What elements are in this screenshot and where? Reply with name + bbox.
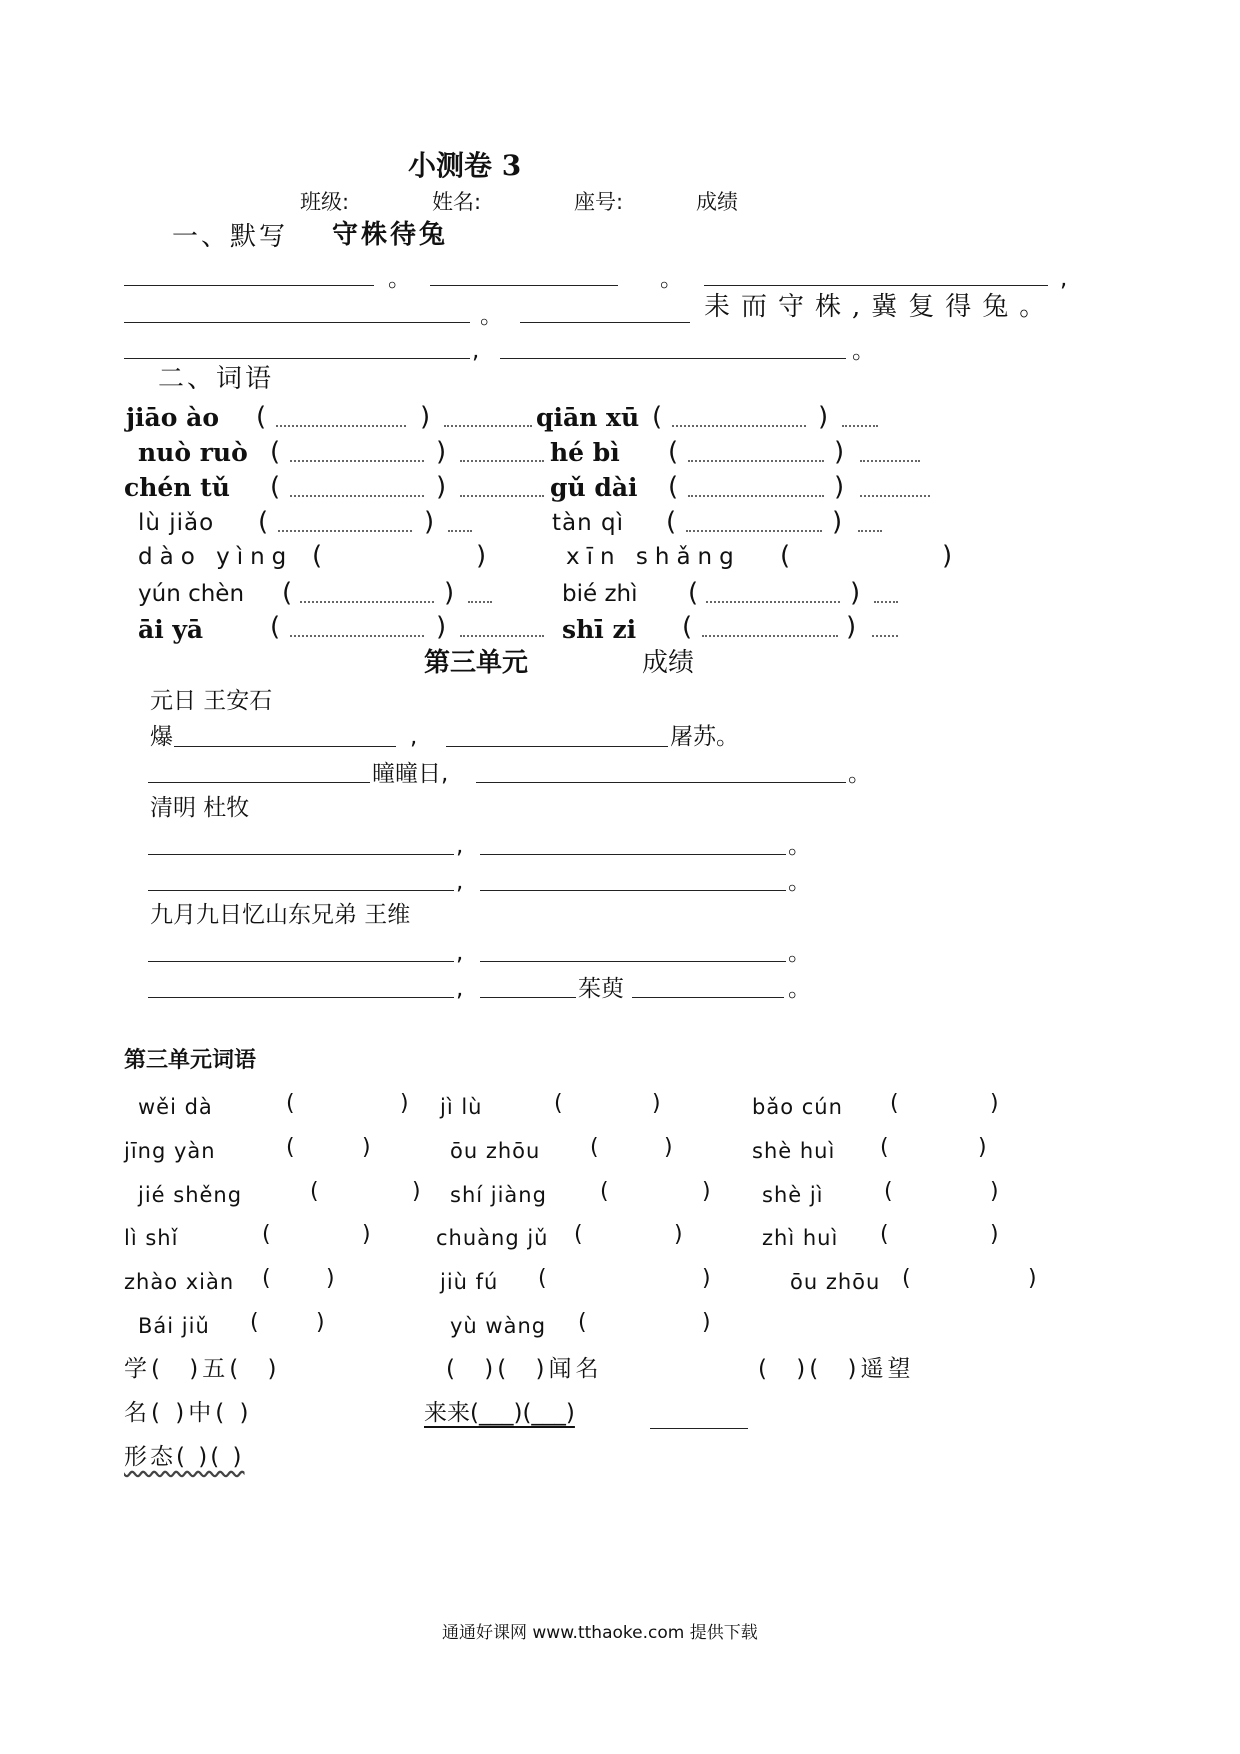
blank-line[interactable] <box>430 285 618 286</box>
pinyin: chuàng jǔ <box>436 1226 549 1250</box>
close-paren: ) <box>476 541 487 571</box>
blank-line[interactable] <box>650 1428 748 1429</box>
close-paren: ) <box>436 612 447 642</box>
pinyin: shí jiàng <box>450 1183 547 1207</box>
close-paren: ) <box>424 507 435 537</box>
open-paren: ( <box>250 1310 259 1335</box>
blank-line[interactable] <box>148 961 454 962</box>
pinyin: tàn qì <box>552 510 624 536</box>
close-paren: ) <box>436 437 447 467</box>
close-paren: ) <box>846 612 857 642</box>
pinyin: lì shǐ <box>124 1226 179 1250</box>
close-paren: ) <box>942 541 953 571</box>
dots <box>842 425 878 427</box>
idiom-fill[interactable]: 名( )中( ) <box>124 1400 253 1426</box>
pinyin: jiù fú <box>440 1270 499 1294</box>
section1-label: 一、默写 <box>172 222 289 252</box>
close-paren: ) <box>990 1179 999 1204</box>
period: 。 <box>848 761 871 787</box>
dots <box>448 530 472 532</box>
period: 。 <box>788 869 811 895</box>
close-paren: ) <box>818 402 829 432</box>
blank-line[interactable] <box>520 322 690 323</box>
open-paren: ( <box>652 402 663 432</box>
blank-line[interactable] <box>476 782 846 783</box>
dots <box>468 601 492 603</box>
dots <box>460 635 544 637</box>
pinyin: shè huì <box>752 1139 836 1163</box>
period: 。 <box>788 976 811 1002</box>
blank-line[interactable] <box>632 997 784 998</box>
close-paren: ) <box>400 1091 409 1116</box>
open-paren: ( <box>538 1266 547 1291</box>
open-paren: ( <box>884 1179 893 1204</box>
pinyin: ōu zhōu <box>790 1270 881 1294</box>
comma: , <box>410 724 418 750</box>
pinyin: ōu zhōu <box>450 1139 541 1163</box>
idiom-fill[interactable]: 来来(___)(___) <box>424 1400 575 1426</box>
close-paren: ) <box>1028 1266 1037 1291</box>
close-paren: ) <box>412 1179 421 1204</box>
close-paren: ) <box>832 507 843 537</box>
unit3-score: 成绩 <box>642 648 695 678</box>
dots <box>860 460 920 462</box>
pinyin: xīn shǎng <box>566 544 741 570</box>
blank-line[interactable] <box>148 997 454 998</box>
period: 。 <box>788 940 811 966</box>
comma: , <box>456 940 464 966</box>
answer-blank[interactable] <box>290 460 424 462</box>
open-paren: ( <box>682 612 693 642</box>
dots <box>460 460 544 462</box>
poem3-title: 九月九日忆山东兄弟 王维 <box>150 902 411 928</box>
pinyin: bié zhì <box>562 581 638 607</box>
answer-blank[interactable] <box>278 530 412 532</box>
blank-line[interactable] <box>480 854 786 855</box>
open-paren: ( <box>256 402 267 432</box>
open-paren: ( <box>262 1222 271 1247</box>
poem1-start: 爆 <box>150 724 173 750</box>
poem-line: 耒而守株,冀复得兔。 <box>704 292 1057 322</box>
blank-line[interactable] <box>148 890 454 891</box>
pinyin: lù jiǎo <box>138 510 215 536</box>
open-paren: ( <box>270 612 281 642</box>
open-paren: ( <box>270 472 281 502</box>
close-paren: ) <box>674 1222 683 1247</box>
dots <box>858 530 882 532</box>
page-title: 小测卷 3 <box>408 149 522 182</box>
pinyin: jiāo ào <box>126 403 219 432</box>
idiom-fill[interactable]: ( )( )闻名 <box>446 1356 603 1382</box>
footer-text: 通通好课网 www.tthaoke.com 提供下载 <box>442 1623 758 1643</box>
idiom-fill[interactable]: ( )( )遥望 <box>758 1356 915 1382</box>
answer-blank[interactable] <box>672 425 806 427</box>
punct: , <box>1060 266 1068 292</box>
open-paren: ( <box>310 1179 319 1204</box>
close-paren: ) <box>652 1091 661 1116</box>
name-label: 姓名: <box>432 190 482 214</box>
dots <box>444 425 532 427</box>
open-paren: ( <box>668 437 679 467</box>
open-paren: ( <box>270 437 281 467</box>
open-paren: ( <box>312 541 323 571</box>
dots <box>860 495 930 497</box>
dots <box>460 495 544 497</box>
pinyin: dào yìng <box>138 544 294 570</box>
pinyin: shè jì <box>762 1183 824 1207</box>
answer-blank[interactable] <box>290 635 424 637</box>
pinyin: hé bì <box>550 438 620 467</box>
open-paren: ( <box>578 1310 587 1335</box>
answer-blank[interactable] <box>688 495 824 497</box>
unit3-title: 第三单元 <box>424 648 529 678</box>
poem1-end: 屠苏。 <box>670 724 739 750</box>
pinyin: yù wàng <box>450 1314 547 1338</box>
pinyin: chén tǔ <box>124 473 230 502</box>
close-paren: ) <box>316 1310 325 1335</box>
section1-poem-title: 守株待兔 <box>332 220 449 250</box>
section2-label: 二、词语 <box>158 364 275 394</box>
answer-blank[interactable] <box>686 530 822 532</box>
blank-line[interactable] <box>124 358 470 359</box>
pinyin: bǎo cún <box>752 1095 843 1119</box>
dots <box>872 635 898 637</box>
open-paren: ( <box>258 507 269 537</box>
close-paren: ) <box>444 578 455 608</box>
blank-line[interactable] <box>480 890 786 891</box>
open-paren: ( <box>890 1091 899 1116</box>
blank-line[interactable] <box>124 322 470 323</box>
close-paren: ) <box>990 1222 999 1247</box>
blank-line[interactable] <box>480 961 786 962</box>
score-label: 成绩 <box>696 190 738 214</box>
pinyin: āi yā <box>138 615 204 644</box>
open-paren: ( <box>902 1266 911 1291</box>
open-paren: ( <box>286 1135 295 1160</box>
open-paren: ( <box>574 1222 583 1247</box>
open-paren: ( <box>286 1091 295 1116</box>
pinyin: nuò ruò <box>138 438 248 467</box>
open-paren: ( <box>780 541 791 571</box>
poem1-mid: 曈曈日, <box>372 761 449 787</box>
close-paren: ) <box>978 1135 987 1160</box>
class-label: 班级: <box>300 190 350 214</box>
seat-label: 座号: <box>574 190 624 214</box>
close-paren: ) <box>702 1310 711 1335</box>
close-paren: ) <box>990 1091 999 1116</box>
answer-blank[interactable] <box>706 601 840 603</box>
pinyin: Bái jiǔ <box>138 1314 210 1338</box>
open-paren: ( <box>590 1135 599 1160</box>
close-paren: ) <box>664 1135 673 1160</box>
pinyin: yún chèn <box>138 581 245 607</box>
open-paren: ( <box>880 1135 889 1160</box>
punct: , <box>472 338 480 364</box>
blank-line[interactable] <box>148 782 370 783</box>
open-paren: ( <box>554 1091 563 1116</box>
open-paren: ( <box>282 578 293 608</box>
close-paren: ) <box>362 1222 371 1247</box>
punct: 。 <box>852 338 875 364</box>
blank-line[interactable] <box>500 358 846 359</box>
pinyin: jīng yàn <box>124 1139 216 1163</box>
pinyin: zhì huì <box>762 1226 839 1250</box>
blank-line[interactable] <box>124 285 374 286</box>
close-paren: ) <box>834 472 845 502</box>
pinyin: jì lù <box>440 1095 483 1119</box>
pinyin: gǔ dài <box>550 473 638 502</box>
unit3-words-title: 第三单元词语 <box>124 1048 257 1073</box>
punct: 。 <box>480 303 503 329</box>
close-paren: ) <box>850 578 861 608</box>
poem1-title: 元日 王安石 <box>150 688 273 714</box>
pinyin: zhào xiàn <box>124 1270 235 1294</box>
idiom-fill[interactable]: 形态( )( ) <box>124 1444 245 1470</box>
pinyin: wěi dà <box>138 1095 213 1119</box>
comma: , <box>456 976 464 1002</box>
answer-blank[interactable] <box>688 460 824 462</box>
blank-line[interactable] <box>480 997 576 998</box>
comma: , <box>456 869 464 895</box>
close-paren: ) <box>702 1179 711 1204</box>
period: 。 <box>788 833 811 859</box>
close-paren: ) <box>362 1135 371 1160</box>
dots <box>874 601 898 603</box>
close-paren: ) <box>834 437 845 467</box>
blank-line[interactable] <box>704 285 1048 286</box>
close-paren: ) <box>326 1266 335 1291</box>
answer-blank[interactable] <box>290 495 424 497</box>
close-paren: ) <box>702 1266 711 1291</box>
pinyin: shī zi <box>562 615 637 644</box>
open-paren: ( <box>600 1179 609 1204</box>
punct: 。 <box>660 266 683 292</box>
zhuyu-text: 茱萸 <box>578 976 624 1002</box>
close-paren: ) <box>436 472 447 502</box>
answer-blank[interactable] <box>276 425 406 427</box>
open-paren: ( <box>666 507 677 537</box>
open-paren: ( <box>688 578 699 608</box>
open-paren: ( <box>880 1222 889 1247</box>
blank-line[interactable] <box>174 746 396 747</box>
idiom-fill[interactable]: 学( )五( ) <box>124 1356 281 1382</box>
open-paren: ( <box>668 472 679 502</box>
punct: 。 <box>388 266 411 292</box>
close-paren: ) <box>420 402 431 432</box>
pinyin: jié shěng <box>138 1183 243 1207</box>
answer-blank[interactable] <box>702 635 838 637</box>
answer-blank[interactable] <box>300 601 434 603</box>
blank-line[interactable] <box>148 854 454 855</box>
open-paren: ( <box>262 1266 271 1291</box>
blank-line[interactable] <box>446 746 668 747</box>
poem2-title: 清明 杜牧 <box>150 795 250 821</box>
pinyin: qiān xū <box>536 403 640 432</box>
comma: , <box>456 833 464 859</box>
